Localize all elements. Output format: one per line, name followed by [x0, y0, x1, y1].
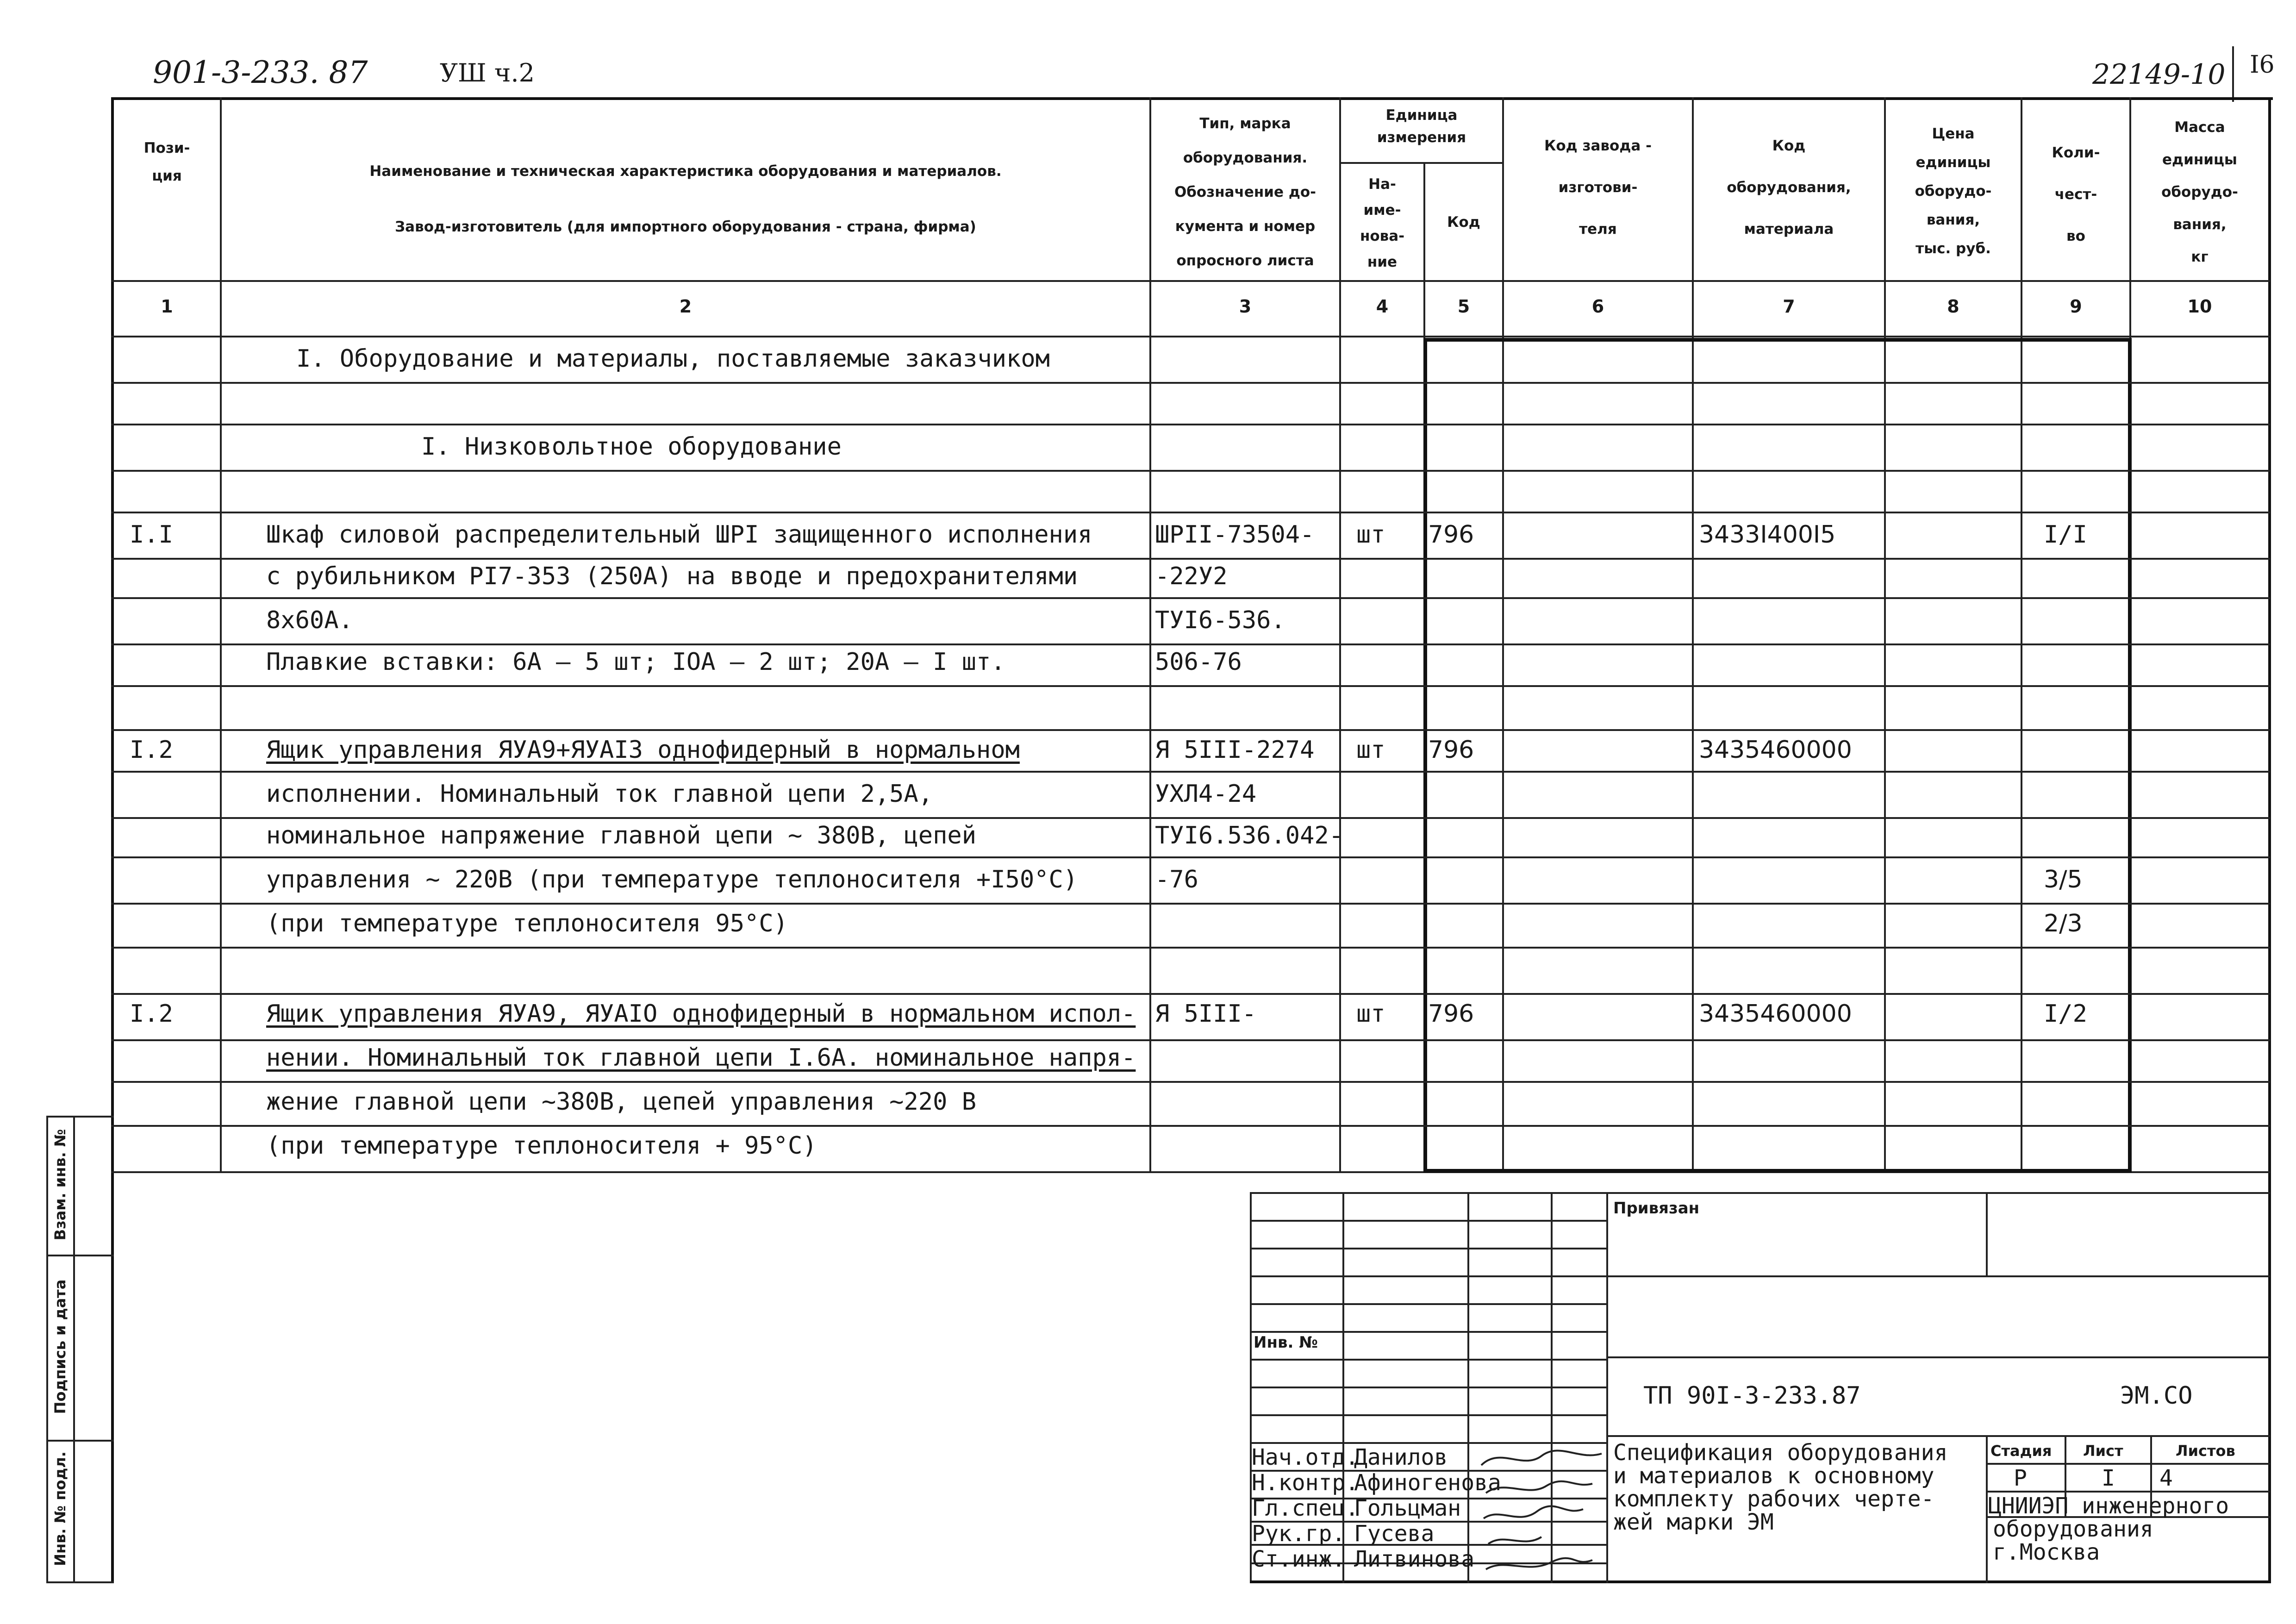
header-material-code: Код оборудования, материала [1727, 137, 1851, 237]
name-guseva: Гусева [1354, 1521, 1435, 1547]
section-heading-lowvoltage: I. Низковольтное оборудование [421, 433, 842, 461]
album-label: УШ ч.2 [440, 58, 535, 87]
sheet-label: Лист [2083, 1442, 2123, 1460]
header-name: Наименование и техническая характеристика оборудования и материалов. Завод-изготовитель (для импортного оборудования - страна, фирма) [369, 163, 1002, 235]
role-engineer: Ст.инж. [1252, 1546, 1346, 1572]
title-line-3: комплекту рабочих черте- [1613, 1486, 1934, 1512]
item1-line-1: Шкаф силовой распределительный ШРI защищенного исполнения [266, 521, 1092, 549]
item1-line-4: Плавкие вставки: 6А – 5 шт; IOA – 2 шт; 20А – I шт. [266, 648, 1005, 676]
item2-type-2: УХЛ4-24 [1155, 780, 1257, 808]
header-price: Цена единицы оборудо- вания, тыс. руб. [1915, 125, 1992, 257]
item2-line-5: (при температуре теплоносителя 95°C) [266, 910, 788, 937]
col-number-3: 3 [1239, 296, 1252, 317]
drawing-mark: ЭМ.СО [2120, 1382, 2193, 1410]
item3-type-1: Я 5III- [1155, 1000, 1257, 1028]
inventory-no-label: Инв. № [1254, 1333, 1318, 1352]
item2-type-4: -76 [1155, 866, 1198, 893]
item2-unit-code: 796 [1428, 736, 1474, 764]
item1-type-3: ТУI6-536. [1155, 606, 1285, 634]
project-code: ТП 90I-3-233.87 [1643, 1382, 1861, 1410]
title-line-1: Спецификация оборудования [1613, 1440, 1948, 1466]
item2-line-2: исполнении. Номинальный ток главной цепи 2,5А, [266, 780, 933, 808]
title-line-4: жей марки ЭМ [1613, 1509, 1774, 1535]
col-number-7: 7 [1783, 296, 1795, 317]
item1-unit: шт [1356, 521, 1385, 549]
item3-unit-code: 796 [1428, 1000, 1474, 1028]
header-type: Тип, марка оборудования. Обозначение до- кумента и номер опросного листа [1174, 115, 1316, 269]
header-unit: Единица измерения [1377, 107, 1466, 146]
col-number-5: 5 [1457, 296, 1470, 317]
item2-material-code: 3435460000 [1699, 736, 1852, 764]
role-group: Рук.гр. [1252, 1521, 1346, 1547]
item3-position: I.2 [130, 1000, 173, 1028]
col-number-2: 2 [679, 296, 692, 317]
title-block [1250, 1192, 2270, 1583]
sheets-label: Листов [2176, 1442, 2235, 1460]
section-heading-customer: I. Оборудование и материалы, поставляемые заказчиком [296, 345, 1050, 373]
side-label-original: Инв. № подл. [51, 1451, 69, 1566]
header-unit-name: На- име- нова- ние [1360, 176, 1405, 270]
item3-line-2: нении. Номинальный ток главной цепи I.6A. номинальное напря- [266, 1044, 1136, 1072]
header-unit-code: Код [1447, 214, 1480, 231]
col-number-6: 6 [1591, 296, 1604, 317]
item3-line-3: жение главной цепи ~380В, цепей управления ~220 В [266, 1088, 977, 1116]
name-goltsman: Гольцман [1354, 1495, 1461, 1521]
item1-type-2: -22У2 [1155, 562, 1228, 590]
item2-line-3: номинальное напряжение главной цепи ~ 380В, цепей [266, 822, 977, 849]
item2-quantity-1: 3/5 [2044, 866, 2083, 893]
item2-line-4: управления ~ 220В (при температуре теплоносителя +I50°C) [266, 866, 1078, 893]
side-label-replace: Взам. инв. № [51, 1129, 69, 1241]
col-number-9: 9 [2070, 296, 2082, 317]
header-mass: Масса единицы оборудо- вания, кг [2161, 119, 2238, 265]
name-danilov: Данилов [1354, 1444, 1448, 1470]
item3-unit: шт [1356, 1000, 1385, 1028]
header-position: Пози- ция [144, 140, 190, 184]
item3-quantity: I/2 [2044, 1000, 2087, 1028]
signatures-image [1472, 1442, 1611, 1581]
sheets-value: 4 [2159, 1465, 2173, 1491]
col-number-10: 10 [2187, 296, 2212, 317]
name-afinogenova: Афиногенова [1354, 1470, 1501, 1496]
item1-material-code: 3433I400I5 [1699, 521, 1836, 549]
item1-line-2: с рубильником PI7-353 (250А) на вводе и предохранителями [266, 562, 1078, 590]
item1-position: I.I [130, 521, 173, 549]
item2-unit: шт [1356, 736, 1385, 764]
col-number-1: 1 [161, 296, 173, 317]
org-line-1: ЦНИИЭП инженерного [1988, 1493, 2229, 1519]
header-factory-code: Код завода - изготови- теля [1544, 137, 1652, 237]
item2-line-1: Ящик управления ЯУА9+ЯУАI3 однофидерный в нормальном [266, 736, 1020, 764]
role-control: Н.контр. [1252, 1470, 1359, 1496]
stage-label: Стадия [1990, 1442, 2052, 1460]
col-number-8: 8 [1947, 296, 1959, 317]
item3-line-1: Ящик управления ЯУА9, ЯУАIO однофидерный в нормальном испол- [266, 1000, 1136, 1028]
inventory-code: 22149-10 [2092, 58, 2226, 91]
item2-type-1: Я 5III-2274 [1155, 736, 1315, 764]
item2-position: I.2 [130, 736, 173, 764]
item1-type-1: ШРII-73504- [1155, 521, 1315, 549]
name-litvinova: Литвинова [1354, 1546, 1475, 1572]
org-line-2: оборудования [1993, 1516, 2153, 1542]
role-chief: Гл.спец. [1252, 1495, 1359, 1521]
title-line-2: и материалов к основному [1613, 1463, 1934, 1489]
side-label-signature: Подпись и дата [51, 1279, 69, 1414]
side-stamp [46, 1116, 114, 1583]
sheet-value: I [2102, 1465, 2115, 1491]
role-head: Нач.отд. [1252, 1444, 1359, 1470]
item1-type-4: 506-76 [1155, 648, 1242, 676]
item2-quantity-2: 2/3 [2044, 910, 2083, 937]
item3-line-4: (при температуре теплоносителя + 95°C) [266, 1132, 817, 1160]
org-line-3: г.Москва [1993, 1539, 2100, 1565]
item1-quantity: I/I [2044, 521, 2087, 549]
item1-unit-code: 796 [1428, 521, 1474, 549]
sheet-number: I6 [2250, 51, 2275, 79]
item3-material-code: 3435460000 [1699, 1000, 1852, 1028]
header-quantity: Коли- чест- во [2052, 144, 2100, 244]
document-code: 901-3-233. 87 [153, 55, 368, 90]
item2-type-3: ТУI6.536.042- [1155, 822, 1343, 849]
stage-value: Р [2014, 1465, 2027, 1491]
privyazan-label: Привязан [1613, 1199, 1700, 1218]
col-number-4: 4 [1376, 296, 1389, 317]
item1-line-3: 8х60А. [266, 606, 353, 634]
